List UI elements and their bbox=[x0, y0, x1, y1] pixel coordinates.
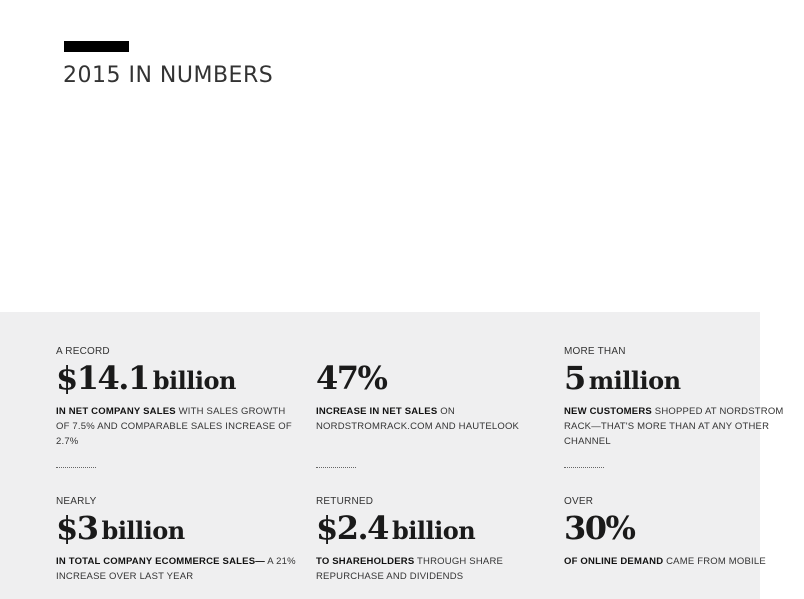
stat-block bbox=[564, 496, 804, 569]
stat-desc-rest: ON NORDSTROMRACK.COM AND HAUTELOOK bbox=[316, 406, 520, 432]
stat-description bbox=[564, 554, 804, 569]
stat-value: $3 bbox=[56, 509, 98, 547]
stat-desc-bold: INCREASE IN NET SALES bbox=[316, 406, 438, 417]
divider bbox=[316, 467, 356, 468]
stat-description bbox=[56, 404, 296, 449]
stat-desc-rest: A 21% INCREASE OVER LAST YEAR bbox=[56, 556, 296, 582]
divider bbox=[56, 467, 96, 468]
stat-unit: billion bbox=[152, 366, 236, 395]
divider bbox=[564, 467, 604, 468]
stat-desc-bold: NEW CUSTOMERS bbox=[564, 406, 652, 417]
stat-value: $14.1 bbox=[56, 359, 149, 397]
stat-desc-rest: THROUGH SHARE REPURCHASE AND DIVIDENDS bbox=[316, 556, 504, 582]
stat-label: RETURNED bbox=[316, 496, 374, 507]
stat-value: 30% bbox=[564, 509, 635, 547]
stat-number bbox=[564, 361, 804, 398]
stat-number bbox=[564, 511, 804, 548]
stat-unit: million bbox=[588, 366, 681, 395]
stat-number bbox=[316, 361, 556, 398]
page-title: 2015 IN NUMBERS bbox=[63, 63, 274, 88]
stat-unit: billion bbox=[101, 516, 185, 545]
stat-block bbox=[316, 346, 556, 434]
stat-label: NEARLY bbox=[56, 496, 97, 507]
stat-desc-bold: OF ONLINE DEMAND bbox=[564, 556, 664, 567]
stat-desc-rest: SHOPPED AT NORDSTROM RACK—THAT'S MORE THAN AT ANY OTHER CHANNEL bbox=[564, 406, 784, 447]
stat-label: MORE THAN bbox=[564, 346, 626, 357]
stat-label: A RECORD bbox=[56, 346, 110, 357]
stat-block bbox=[56, 496, 296, 584]
stat-desc-rest: WITH SALES GROWTH OF 7.5% AND COMPARABLE SALES INCREASE OF 2.7% bbox=[56, 406, 292, 447]
stat-desc-bold: IN NET COMPANY SALES bbox=[56, 406, 176, 417]
stat-desc-bold: TO SHAREHOLDERS bbox=[316, 556, 415, 567]
stat-value: 47% bbox=[316, 359, 387, 397]
stat-unit: billion bbox=[391, 516, 476, 545]
stat-block bbox=[316, 496, 556, 584]
stat-description bbox=[316, 554, 556, 584]
stat-desc-bold: IN TOTAL COMPANY ECOMMERCE SALES— bbox=[56, 556, 265, 567]
stat-number bbox=[316, 511, 556, 548]
stat-block bbox=[564, 346, 804, 449]
stat-number bbox=[56, 361, 296, 398]
title-accent-bar bbox=[64, 41, 129, 52]
stat-number bbox=[56, 511, 296, 548]
stat-description bbox=[564, 404, 804, 449]
stat-label bbox=[316, 346, 556, 359]
stat-label: OVER bbox=[564, 496, 594, 507]
stat-block bbox=[56, 346, 296, 449]
stat-value: $2.4 bbox=[316, 509, 388, 547]
stat-desc-rest: CAME FROM MOBILE bbox=[663, 556, 766, 567]
stat-value: 5 bbox=[564, 359, 585, 397]
stat-description bbox=[316, 404, 556, 434]
stat-description bbox=[56, 554, 296, 584]
